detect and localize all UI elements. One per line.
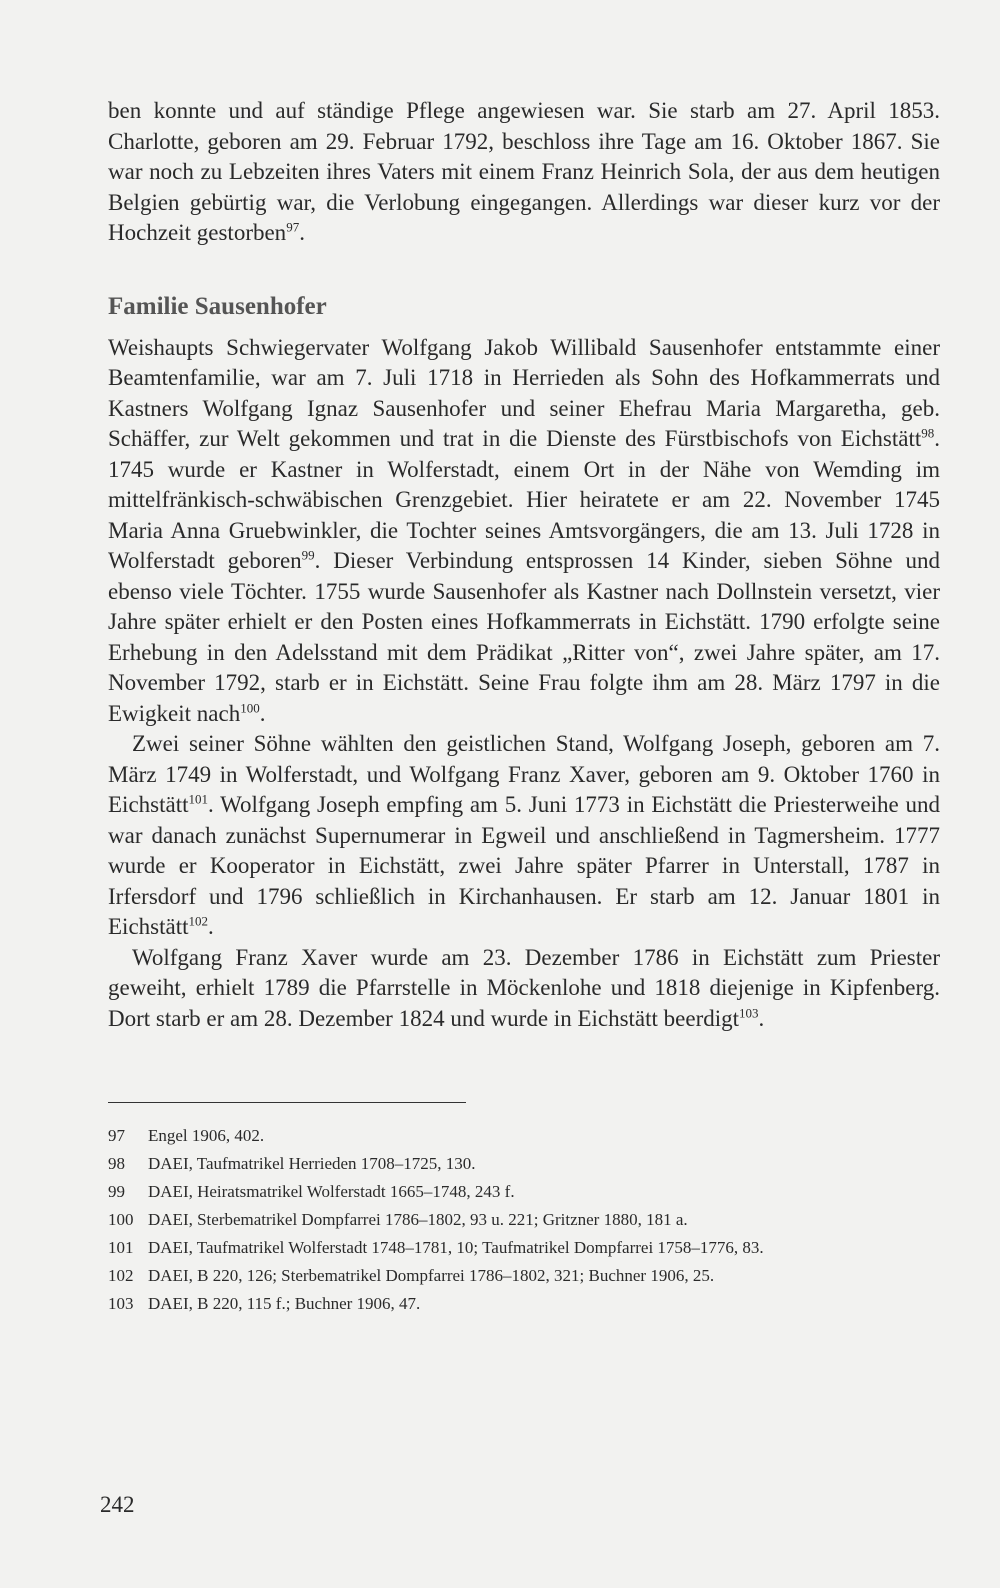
footnote-text: DAEI, Heiratsmatrikel Wolferstadt 1665–1748, 243 f. <box>148 1182 515 1201</box>
footnote-number: 100 <box>108 1210 134 1229</box>
paragraph-text: . <box>259 700 266 726</box>
paragraph-text: . Wolfgang Joseph empfing am 5. Juni 1773 in Eichstätt die Priesterweihe und war danach zunächst Supernumerar in Egweil und anschließend in Tagmersheim. 1777 wurde er Kooperator in Eichstätt, zwei Jahre später Pfarrer in Unterstall, 1787 in Irfersdorf und 1796 schließlich in Kirchanhausen. Er starb am 12. Januar 1801 in Eichstätt <box>108 792 940 939</box>
footnote-text: DAEI, B 220, 115 f.; Buchner 1906, 47. <box>148 1294 421 1313</box>
paragraph-1 <box>108 333 940 730</box>
footnote-ref: 102 <box>188 913 208 929</box>
paragraph-text: Wolfgang Franz Xaver wurde am 23. Dezember 1786 in Eichstätt zum Priester geweiht, erhielt 1789 die Pfarrstelle in Möckenlohe und 1818 diejenige in Kipfenberg. Dort starb er am 28. Dezember 1824 und wurde in Eichstätt beerdigt <box>108 944 940 1031</box>
footnote-ref: 103 <box>739 1004 759 1020</box>
footnote-ref: 99 <box>301 547 315 563</box>
footnote-ref: 97 <box>286 219 300 235</box>
footnote-divider <box>108 1102 466 1103</box>
page-body <box>108 96 940 1319</box>
paragraph-text: . <box>758 1005 765 1031</box>
paragraph-2 <box>108 729 940 943</box>
intro-paragraph <box>108 96 940 249</box>
footnote-item <box>108 1123 940 1149</box>
footnote-item <box>108 1235 940 1261</box>
footnotes-list <box>108 1123 940 1317</box>
footnote-ref: 98 <box>921 425 935 441</box>
footnote-number: 102 <box>108 1266 134 1285</box>
footnote-number: 98 <box>108 1154 125 1173</box>
footnote-item <box>108 1207 940 1233</box>
footnote-number: 99 <box>108 1182 125 1201</box>
footnote-text: DAEI, Taufmatrikel Wolferstadt 1748–1781, 10; Taufmatrikel Dompfarrei 1758–1776, 83. <box>148 1238 764 1257</box>
page-number: 242 <box>100 1492 135 1517</box>
section-heading: Familie Sausenhofer <box>108 292 327 320</box>
footnote-ref: 101 <box>188 791 208 807</box>
footnote-number: 97 <box>108 1126 125 1145</box>
intro-tail: . <box>299 220 305 245</box>
paragraph-text: Zwei seiner Söhne wählten den geistlichen Stand, Wolfgang Joseph, geboren am 7. März 1749 in Wolferstadt, und Wolfgang Franz Xaver, geboren am 9. Oktober 1760 in Eichstätt <box>108 731 940 817</box>
footnote-item <box>108 1179 940 1205</box>
paragraph-text: . Dieser Verbindung entsprossen 14 Kinder, sieben Söhne und ebenso viele Töchter. 1755 wurde Sausenhofer als Kastner nach Dollnstein versetzt, vier Jahre später erhielt er den Posten eines Hofkammerrats in Eichstätt. 1790 erfolgte seine Erhebung in den Adelsstand mit dem Prädikat „Ritter von“, zwei Jahre später, am 17. November 1792, starb er in Eichstätt. Seine Frau folgte ihm am 28. März 1797 in die Ewigkeit nach <box>108 548 940 726</box>
paragraph-text: . <box>207 914 214 939</box>
footnote-text: DAEI, Sterbematrikel Dompfarrei 1786–1802, 93 u. 221; Gritzner 1880, 181 a. <box>148 1210 688 1229</box>
footnote-ref: 100 <box>240 699 260 715</box>
footnote-number: 103 <box>108 1294 134 1313</box>
footnote-text: DAEI, Taufmatrikel Herrieden 1708–1725, 130. <box>148 1154 476 1173</box>
intro-text: ben konnte und auf ständige Pflege angewiesen war. Sie starb am 27. April 1853. Charlotte, geboren am 29. Februar 1792, beschloss ihre Tage am 16. Oktober 1867. Sie war noch zu Lebzeiten ihres Vaters mit einem Franz Heinrich Sola, der aus dem heutigen Belgien gebürtig war, die Verlobung eingegangen. Allerdings war dieser kurz vor der Hochzeit gestorben <box>108 98 940 245</box>
footnote-item <box>108 1151 940 1177</box>
paragraph-text: . 1745 wurde er Kastner in Wolferstadt, einem Ort in der Nähe von Wemding im mittelfränkisch-schwäbischen Grenzgebiet. Hier heiratete er am 22. November 1745 Maria Anna Gruebwinkler, die Tochter seines Amtsvorgängers, die am 13. Juli 1728 in Wolferstadt geboren <box>108 426 940 573</box>
footnote-number: 101 <box>108 1238 134 1257</box>
paragraph-3 <box>108 943 940 1035</box>
paragraph-text: Weishaupts Schwiegervater Wolfgang Jakob Willibald Sausenhofer entstammte einer Beamtenfamilie, war am 7. Juli 1718 in Herrieden als Sohn des Hofkammerrats und Kastners Wolfgang Ignaz Sausenhofer und seiner Ehefrau Maria Margaretha, geb. Schäffer, zur Welt gekommen und trat in die Dienste des Fürstbischofs von Eichstätt <box>108 334 940 451</box>
footnote-item <box>108 1263 940 1289</box>
footnote-item <box>108 1291 940 1317</box>
footnote-text: Engel 1906, 402. <box>148 1126 265 1145</box>
footnote-text: DAEI, B 220, 126; Sterbematrikel Dompfarrei 1786–1802, 321; Buchner 1906, 25. <box>148 1266 715 1285</box>
